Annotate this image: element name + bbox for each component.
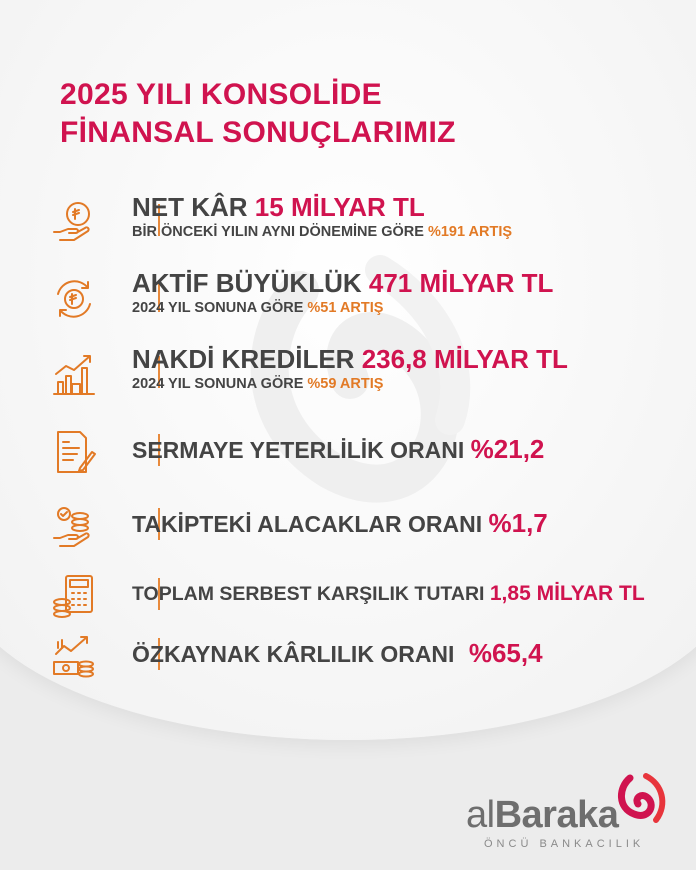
metric-value: %21,2 [470,434,545,464]
title-line-1: 2025 YILI KONSOLİDE [60,78,382,111]
metric-label: ÖZKAYNAK KÂRLILIK ORANI [132,641,455,667]
metric-capital-adequacy [50,422,690,482]
metric-value: %1,7 [488,508,548,538]
metric-headline [132,268,553,299]
metric-subline [132,224,512,240]
metric-label: NET KÂR [132,192,248,222]
metric-value: 471 MİLYAR TL [368,268,554,298]
metric-label: NAKDİ KREDİLER [132,344,355,374]
hand-coins-check-icon [50,502,98,550]
albaraka-logo [466,768,686,858]
metric-headline [132,508,548,539]
metric-increase: %51 ARTIŞ [307,300,384,316]
metric-value: %65,4 [468,638,543,668]
metric-label: SERMAYE YETERLİLİK ORANI [132,437,465,463]
metric-sub: 2024 YIL SONUNA GÖRE [132,300,304,316]
metric-subline [132,300,383,316]
metric-sub: 2024 YIL SONUNA GÖRE [132,376,304,392]
logo-mark-icon [616,768,672,838]
metric-net-profit [50,192,690,252]
metric-sub: BİR ÖNCEKİ YILIN AYNI DÖNEMİNE GÖRE [132,224,424,240]
metric-value: 236,8 MİLYAR TL [361,344,568,374]
metric-cash-loans [50,344,690,404]
metric-label: TAKİPTEKİ ALACAKLAR ORANI [132,511,483,537]
metric-increase: %59 ARTIŞ [307,376,384,392]
money-growth-icon [50,632,98,680]
metric-value: 15 MİLYAR TL [254,192,425,222]
metric-roe [50,626,690,686]
metric-headline [132,582,645,606]
metric-value: 1,85 MİLYAR TL [489,582,645,605]
logo-name-b: Baraka [494,794,619,836]
metric-label: AKTİF BÜYÜKLÜK [132,268,362,298]
metric-label: TOPLAM SERBEST KARŞILIK TUTARI [132,583,485,605]
page-title [60,76,456,152]
asset-cycle-icon [50,274,98,322]
document-pen-icon [50,428,98,476]
metric-npl-ratio [50,496,690,556]
metric-free-provisions [50,566,690,626]
metric-increase: %191 ARTIŞ [427,224,513,240]
title-line-2: FİNANSAL SONUÇLARIMIZ [60,116,456,149]
logo-wordmark [466,794,618,837]
metric-total-assets [50,268,690,328]
hand-coin-icon [50,198,98,246]
metric-headline [132,638,543,669]
growth-chart-icon [50,350,98,398]
metric-subline [132,376,383,392]
calculator-coins-icon [50,572,98,620]
metric-headline [132,434,544,465]
metric-headline [132,344,568,375]
metric-headline [132,192,425,223]
logo-tagline: ÖNCÜ BANKACILIK [484,838,645,850]
logo-name-a: al [466,794,495,836]
